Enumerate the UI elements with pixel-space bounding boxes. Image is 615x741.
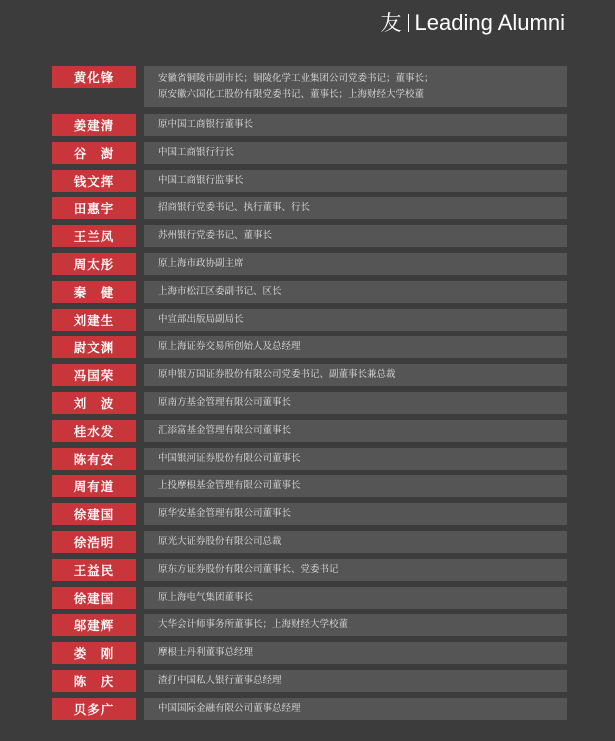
- header-english-title: Leading Alumni: [414, 10, 565, 35]
- alumni-description: [144, 448, 567, 470]
- alumni-description: [144, 503, 567, 525]
- alumni-name-label: 黄化锋: [52, 66, 136, 88]
- alumni-description-line: 中国国际金融有限公司董事总经理: [158, 702, 301, 714]
- alumni-description: [144, 114, 567, 136]
- alumni-row: [52, 698, 567, 720]
- alumni-description-line: 原光大证券股份有限公司总裁: [158, 535, 282, 547]
- alumni-row: [52, 670, 567, 692]
- alumni-description-line: 原上海电气集团董事长: [158, 591, 254, 603]
- alumni-description: [144, 475, 567, 497]
- alumni-description-line: 中国银河证券股份有限公司董事长: [158, 452, 301, 464]
- alumni-description-line: 招商银行党委书记、执行董事、行长: [158, 202, 311, 214]
- alumni-description-line: 渣打中国私人银行董事总经理: [158, 674, 282, 686]
- alumni-name-label: 徐浩明: [52, 531, 136, 553]
- alumni-name-label: 谷 澍: [52, 142, 136, 164]
- alumni-description: [144, 559, 567, 581]
- alumni-row: [52, 614, 567, 636]
- alumni-description: [144, 336, 567, 358]
- alumni-row: [52, 197, 567, 219]
- alumni-row: [52, 503, 567, 525]
- alumni-description-line: 大华会计师事务所董事长；上海财经大学校董: [158, 619, 349, 631]
- alumni-name-label: 陈有安: [52, 448, 136, 470]
- alumni-description-line: 摩根士丹利董事总经理: [158, 647, 254, 659]
- alumni-row: [52, 309, 567, 331]
- alumni-description: [144, 698, 567, 720]
- alumni-row: [52, 475, 567, 497]
- alumni-row: [52, 587, 567, 609]
- alumni-row: [52, 281, 567, 303]
- alumni-row: [52, 170, 567, 192]
- alumni-description: [144, 587, 567, 609]
- alumni-description: [144, 142, 567, 164]
- alumni-description-line: 中国工商银行监事长: [158, 174, 244, 186]
- alumni-name-label: 徐建国: [52, 587, 136, 609]
- alumni-name-label: 周太彤: [52, 253, 136, 275]
- alumni-description-line: 原华安基金管理有限公司董事长: [158, 508, 292, 520]
- alumni-description-line: 原上海证券交易所创始人及总经理: [158, 341, 301, 353]
- alumni-row: [52, 420, 567, 442]
- alumni-name-label: 贝多广: [52, 698, 136, 720]
- alumni-description-line: 原中国工商银行董事长: [158, 119, 254, 130]
- alumni-row: [52, 66, 567, 107]
- page-header: [381, 8, 565, 38]
- alumni-name-label: 田惠宇: [52, 197, 136, 219]
- alumni-name-label: 王益民: [52, 559, 136, 581]
- alumni-description: [144, 670, 567, 692]
- alumni-description: [144, 614, 567, 636]
- alumni-row: [52, 448, 567, 470]
- alumni-description: [144, 197, 567, 219]
- alumni-row: [52, 253, 567, 275]
- alumni-name-label: 邬建辉: [52, 614, 136, 636]
- alumni-name-label: 王兰凤: [52, 225, 136, 247]
- alumni-row: [52, 531, 567, 553]
- alumni-description-line: 苏州银行党委书记、董事长: [158, 230, 273, 242]
- alumni-name-label: 徐建国: [52, 503, 136, 525]
- header-chinese-title: 友: [380, 11, 402, 35]
- alumni-description: [144, 364, 567, 386]
- alumni-description: [144, 66, 567, 107]
- alumni-name-label: 陈 庆: [52, 670, 136, 692]
- alumni-description-line: 原安徽六国化工股份有限党委书记、董事长；上海财经大学校董: [158, 88, 425, 100]
- alumni-name-label: 尉文渊: [52, 336, 136, 358]
- alumni-row: [52, 114, 567, 136]
- alumni-description: [144, 642, 567, 664]
- alumni-name-label: 刘建生: [52, 309, 136, 331]
- alumni-name-label: 钱文挥: [52, 170, 136, 192]
- alumni-description-line: 原东方证券股份有限公司董事长、党委书记: [158, 563, 339, 575]
- alumni-name-label: 娄 刚: [52, 642, 136, 664]
- alumni-description-line: 上海市松江区委副书记、区长: [158, 285, 282, 297]
- alumni-row: [52, 142, 567, 164]
- alumni-name-label: 秦 健: [52, 281, 136, 303]
- header-divider: [408, 14, 409, 32]
- alumni-description-line: 原上海市政协副主席: [158, 257, 244, 269]
- alumni-row: [52, 392, 567, 414]
- alumni-row: [52, 336, 567, 358]
- alumni-description-line: 上投摩根基金管理有限公司董事长: [158, 480, 301, 492]
- alumni-description: [144, 170, 567, 192]
- alumni-name-label: 刘 波: [52, 392, 136, 414]
- alumni-name-label: 姜建清: [52, 114, 136, 136]
- alumni-description: [144, 309, 567, 331]
- alumni-name-label: 桂水发: [52, 420, 136, 442]
- alumni-row: [52, 642, 567, 664]
- alumni-description-line: 安徽省铜陵市副市长；铜陵化学工业集团公司党委书记；董事长；: [158, 72, 434, 84]
- alumni-description-line: 原南方基金管理有限公司董事长: [158, 396, 292, 408]
- alumni-row: [52, 364, 567, 386]
- alumni-name-label: 冯国荣: [52, 364, 136, 386]
- alumni-description-line: 原申银万国证券股份有限公司党委书记、副董事长兼总裁: [158, 369, 396, 381]
- alumni-description: [144, 392, 567, 414]
- alumni-list: [52, 66, 567, 726]
- alumni-description: [144, 531, 567, 553]
- alumni-name-label: 周有道: [52, 475, 136, 497]
- alumni-description-line: 中国工商银行行长: [158, 146, 235, 158]
- alumni-description: [144, 281, 567, 303]
- alumni-row: [52, 559, 567, 581]
- alumni-description: [144, 420, 567, 442]
- alumni-row: [52, 225, 567, 247]
- alumni-description: [144, 253, 567, 275]
- alumni-description-line: 中宣部出版局副局长: [158, 313, 244, 325]
- alumni-description-line: 汇添富基金管理有限公司董事长: [158, 424, 292, 436]
- alumni-description: [144, 225, 567, 247]
